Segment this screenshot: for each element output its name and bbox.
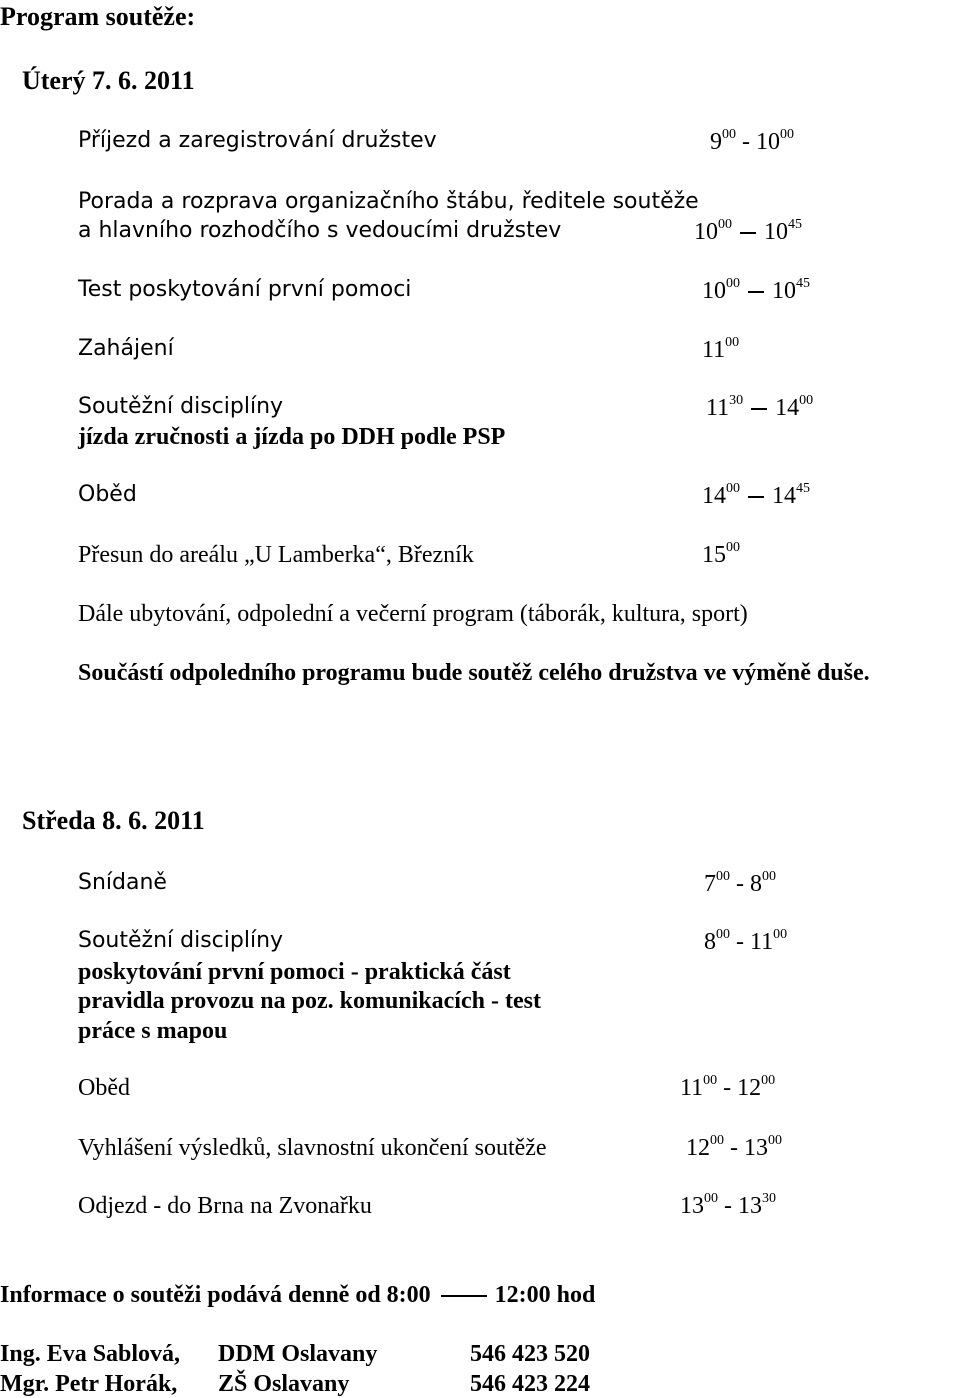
- disciplines-sub: jízda zručnosti a jízda po DDH podle PSP: [78, 424, 506, 450]
- contact-2-name: Mgr. Petr Horák,: [0, 1371, 178, 1397]
- page-title: Program soutěže:: [0, 2, 196, 31]
- transfer-label: Přesun do areálu „U Lamberka“, Březník: [78, 542, 474, 568]
- time-dash: [748, 291, 764, 293]
- time-dash: [748, 496, 764, 498]
- breakfast-time: $7^{00} - 8^{00}$: [704, 869, 776, 897]
- day2-lunch-label: Oběd: [78, 1075, 130, 1101]
- lunch-time: $14^{00}$ $14^{45}$: [702, 481, 810, 509]
- meeting-label-line2: a hlavního rozhodčího s vedoucími družstev: [78, 218, 562, 243]
- afternoon-note: Součástí odpoledního programu bude soutěž celého družstva ve výměně duše.: [78, 660, 870, 686]
- info-dash: [441, 1295, 487, 1297]
- contact-1-org: DDM Oslavany: [218, 1341, 378, 1367]
- time-dash: [740, 232, 756, 234]
- registration-label: Příjezd a zaregistrování družstev: [78, 128, 437, 153]
- breakfast-label: Snídaně: [78, 870, 167, 895]
- day1-title: Úterý 7. 6. 2011: [22, 66, 195, 95]
- disciplines-time: $11^{30}$ $14^{00}$: [706, 393, 814, 421]
- contact-2-phone: 546 423 224: [470, 1371, 590, 1397]
- afternoon-program: Dále ubytování, odpolední a večerní program (táborák, kultura, sport): [78, 601, 748, 627]
- day2-disciplines-time: $8^{00} - 11^{00}$: [704, 927, 788, 955]
- day2-disciplines-sub1: poskytování první pomoci - praktická část: [78, 959, 511, 985]
- departure-label: Odjezd - do Brna na Zvonařku: [78, 1193, 372, 1219]
- day2-disciplines-label: Soutěžní disciplíny: [78, 928, 284, 953]
- meeting-label-line1: Porada a rozprava organizačního štábu, ředitele soutěže: [78, 189, 699, 214]
- day2-lunch-time: $11^{00} - 12^{00}$: [680, 1073, 776, 1101]
- transfer-time: $15^{00}$: [702, 540, 740, 568]
- time-dash: [751, 408, 767, 410]
- info-line: [0, 1283, 595, 1307]
- firstaid-test-time: $10^{00}$ $10^{45}$: [702, 276, 810, 304]
- contact-1-name: Ing. Eva Sablová,: [0, 1341, 181, 1367]
- registration-time: $9^{00} - 10^{00}$: [710, 127, 794, 155]
- lunch-label: Oběd: [78, 482, 137, 507]
- disciplines-label: Soutěžní disciplíny: [78, 394, 284, 419]
- firstaid-test-label: Test poskytování první pomoci: [78, 277, 412, 302]
- departure-time: $13^{00} - 13^{30}$: [680, 1191, 776, 1219]
- contact-1-phone: 546 423 520: [470, 1341, 590, 1367]
- info-text-a: Informace o soutěži podává denně od 8:00: [0, 1282, 431, 1308]
- day2-disciplines-sub2: pravidla provozu na poz. komunikacích - test: [78, 988, 541, 1014]
- opening-time: $11^{00}$: [702, 335, 740, 363]
- contact-2-org: ZŠ Oslavany: [218, 1371, 350, 1397]
- day2-title: Středa 8. 6. 2011: [22, 806, 205, 835]
- results-label: Vyhlášení výsledků, slavnostní ukončení soutěže: [78, 1135, 547, 1161]
- results-time: $12^{00} - 13^{00}$: [686, 1133, 782, 1161]
- opening-label: Zahájení: [78, 336, 174, 361]
- info-text-b: 12:00 hod: [494, 1282, 596, 1308]
- day2-disciplines-sub3: práce s mapou: [78, 1018, 228, 1044]
- meeting-time: $10^{00}$ $10^{45}$: [694, 217, 802, 245]
